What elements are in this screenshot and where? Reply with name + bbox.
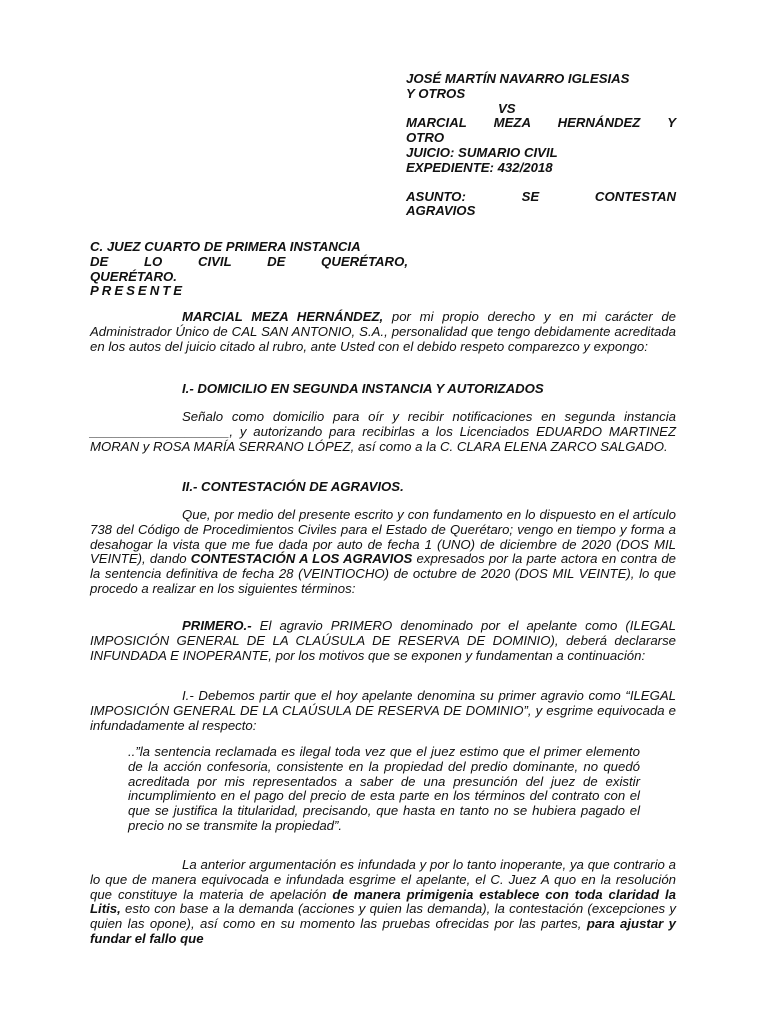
addressee-line1: C. JUEZ CUARTO DE PRIMERA INSTANCIA bbox=[90, 239, 361, 254]
party2-line2: OTRO bbox=[406, 130, 445, 146]
intro-text-1: por mi propio derecho y en mi carácter bbox=[383, 309, 653, 324]
asunto-line1: ASUNTO: SE CONTESTAN bbox=[406, 188, 676, 204]
juicio-label: JUICIO: SUMARIO CIVIL bbox=[406, 144, 558, 160]
p1-text-a: Que, por medio del presente escrito y con fundamento en lo dispuesto en el artículo 738 del Código de Procedimientos Civiles para el Estado de Querétaro; vengo en tiempo y forma a desahogar la vista que me fue dada por auto de fecha 1 (UNO) de diciembre de 2020 (DOS MIL VEINTE), dando bbox=[90, 507, 676, 567]
p1-text-c: expresados por la parte actora en contra de la sentencia definitiva de fecha 28 (VEINTIOCHO) de octubre de 2020 (DOS MIL VEINTE), lo que procedo a realizar en los siguientes términos: bbox=[90, 551, 677, 596]
quote-block bbox=[128, 745, 640, 834]
section2-paragraph1 bbox=[90, 508, 676, 597]
p1-bold: CONTESTACIÓN A LOS AGRAVIOS bbox=[190, 551, 413, 567]
p4-text-c: esto con base a la demanda (acciones y quien las demanda), la contestación (excepciones y quien las opone), así como en su momento las pruebas ofrecidas por las partes, bbox=[90, 901, 676, 932]
section2-paragraph2 bbox=[90, 619, 676, 663]
addressee-block bbox=[90, 240, 408, 299]
p3-text: I.- Debemos partir que el hoy apelante denomina su primer agravio como “ILEGAL IMPOSICIÓN GENERAL DE LA CLAÚSULA DE RESERVA DE DOMINIO”, y esgrime equivocada e infundadamente al respecto: bbox=[90, 688, 676, 733]
section2-paragraph4 bbox=[90, 858, 676, 947]
section1-paragraph bbox=[90, 410, 676, 454]
party1-line2: Y OTROS bbox=[406, 85, 466, 101]
intro-paragraph bbox=[90, 310, 676, 354]
quote-text: ..”la sentencia reclamada es ilegal toda vez que el juez estimo que el primer elemento de la acción confesoria, consistente en la propiedad del predio dominante, no quedó acreditada por mis representados a saber de una presunción del juez de existir incumplimiento en el pago del precio de esta parte en los términos del contrato con el que se justifica la titularidad, precisando, que hasta en tanto no se hubiera pagado el precio no se transmite la propiedad”. bbox=[128, 744, 640, 833]
section2-title: II.- CONTESTACIÓN DE AGRAVIOS. bbox=[182, 479, 404, 494]
addressee-line3: QUERÉTARO. bbox=[90, 268, 177, 284]
expediente-label: EXPEDIENTE: 432/2018 bbox=[406, 159, 553, 175]
signer-name: MARCIAL MEZA HERNÁNDEZ, bbox=[182, 309, 384, 324]
section1-text: Señalo como domicilio para oír y recibir notificaciones en segunda instancia ___________________, y autorizando para recibirlas a los Licenciados EDUARDO MARTINEZ MORAN y ROSA MARÍA SERRANO LÓPEZ, así como a la C. CLARA ELENA ZARCO SALGADO. bbox=[90, 409, 676, 454]
section1-title: I.- DOMICILIO EN SEGUNDA INSTANCIA Y AUTORIZADOS bbox=[182, 381, 544, 396]
case-header bbox=[406, 72, 676, 219]
p4-text-a: La anterior argumentación es infundada y por lo tanto inoperante, ya que contrario a lo que de manera equivocada e infundada esgrime el apelante, el C. Juez A quo en la resolución que constituye la materia de apelación bbox=[90, 857, 676, 902]
primero-label: PRIMERO.- bbox=[182, 618, 252, 633]
p4-bold-1: de manera primigenia establece con toda claridad la Litis, bbox=[90, 886, 676, 917]
p2-text: El agravio PRIMERO denominado por el apelante como (ILEGAL IMPOSICIÓN GENERAL DE LA CLAÚSULA DE RESERVA DE DOMINIO), deberá declararse INFUNDADA E INOPERANTE, por los motivos que se exponen y fundamentan a continuación: bbox=[90, 618, 676, 663]
p4-bold-2: para ajustar y fundar el fallo que bbox=[90, 916, 677, 946]
asunto-line2: AGRAVIOS bbox=[406, 203, 476, 219]
party2-line1: MARCIAL MEZA HERNÁNDEZ Y bbox=[406, 115, 676, 131]
addressee-presente: PRESENTE bbox=[90, 283, 186, 299]
party1-line1: JOSÉ MARTÍN NAVARRO IGLESIAS bbox=[406, 71, 630, 86]
section2-paragraph3 bbox=[90, 689, 676, 733]
addressee-line2: DE LO CIVIL DE QUERÉTARO, bbox=[90, 253, 408, 269]
intro-text-2: de Administrador Único de CAL SAN ANTONIO, S.A., personalidad que tengo debidamente acreditada en los autos del juicio citado al rubro, ante Usted con el debido respeto comparezco y expongo: bbox=[90, 309, 676, 354]
vs-label: VS bbox=[498, 100, 516, 116]
